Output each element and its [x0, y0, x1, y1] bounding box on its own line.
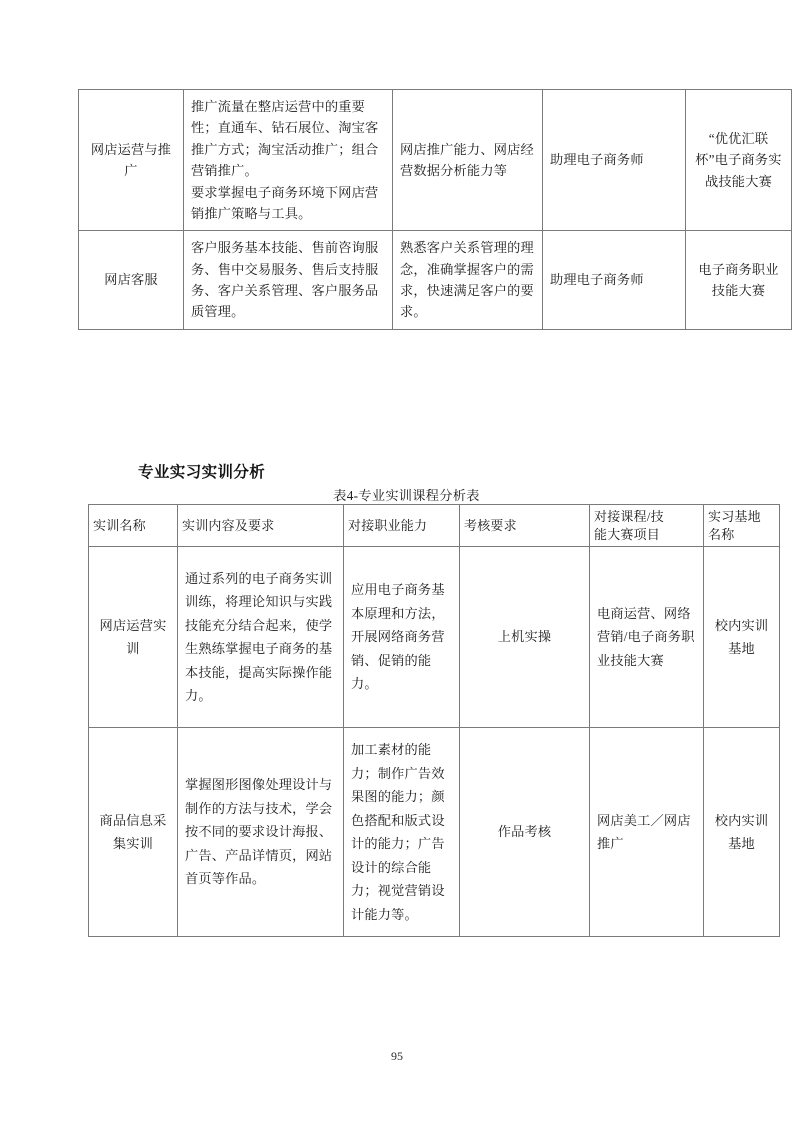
page-number: 95 — [391, 1049, 403, 1063]
header-training-content: 实训内容及要求 — [178, 505, 344, 547]
header-training-base: 实习基地 名称 — [704, 505, 780, 547]
cell-training-name: 网店运营实训 — [89, 547, 178, 728]
header-training-name: 实训名称 — [89, 505, 178, 547]
cell-assessment: 作品考核 — [460, 728, 590, 937]
cell-competition: “优优汇联杯”电子商务实战技能大赛 — [686, 90, 792, 231]
cell-course-name: 网店运营与推广 — [79, 90, 184, 231]
table-row — [89, 728, 780, 937]
cell-vocational-ability: 应用电子商务基本原理和方法，开展网络商务营销、促销的能力。 — [344, 547, 460, 728]
professional-course-analysis-table — [78, 89, 792, 330]
table-row — [79, 90, 792, 231]
cell-certificate: 助理电子商务师 — [543, 231, 686, 330]
practical-training-analysis-table — [88, 504, 780, 937]
section-heading: 专业实习实训分析 — [138, 464, 266, 481]
cell-assessment: 上机实操 — [460, 547, 590, 728]
cell-competition: 电子商务职业技能大赛 — [686, 231, 792, 330]
cell-certificate: 助理电子商务师 — [543, 90, 686, 231]
cell-training-base: 校内实训基地 — [704, 547, 780, 728]
cell-training-content: 通过系列的电子商务实训训练，将理论知识与实践技能充分结合起来，使学生熟练掌握电子商务的基本技能，提高实际操作能力。 — [178, 547, 344, 728]
table-header-row — [89, 505, 780, 547]
cell-vocational-ability: 熟悉客户关系管理的理念，准确掌握客户的需求，快速满足客户的要求。 — [393, 231, 543, 330]
cell-vocational-ability: 加工素材的能力；制作广告效果图的能力；颜色搭配和版式设计的能力；广告设计的综合能力；视觉营销设计能力等。 — [344, 728, 460, 937]
cell-training-content: 掌握图形图像处理设计与制作的方法与技术，学会按不同的要求设计海报、广告、产品详情页，网站首页等作品。 — [178, 728, 344, 937]
cell-course-content: 客户服务基本技能、售前咨询服务、售中交易服务、售后支持服务、客户关系管理、客户服务品质管理。 — [184, 231, 393, 330]
cell-course-content: 推广流量在整店运营中的重要性；直通车、钻石展位、淘宝客推广方式；淘宝活动推广；组合营销推广。 要求掌握电子商务环境下网店营销推广策略与工具。 — [184, 90, 393, 231]
cell-course-name: 网店客服 — [79, 231, 184, 330]
header-assessment-requirement: 考核要求 — [460, 505, 590, 547]
header-course-competition: 对接课程/技 能大赛项目 — [590, 505, 704, 547]
table-row — [89, 547, 780, 728]
cell-training-name: 商品信息采集实训 — [89, 728, 178, 937]
table-caption: 表4-专业实训课程分析表 — [333, 488, 480, 503]
header-vocational-ability: 对接职业能力 — [344, 505, 460, 547]
cell-training-base: 校内实训基地 — [704, 728, 780, 937]
table-row — [79, 231, 792, 330]
cell-course-competition: 网店美工／网店推广 — [590, 728, 704, 937]
cell-vocational-ability: 网店推广能力、网店经营数据分析能力等 — [393, 90, 543, 231]
cell-course-competition: 电商运营、网络营销/电子商务职业技能大赛 — [590, 547, 704, 728]
